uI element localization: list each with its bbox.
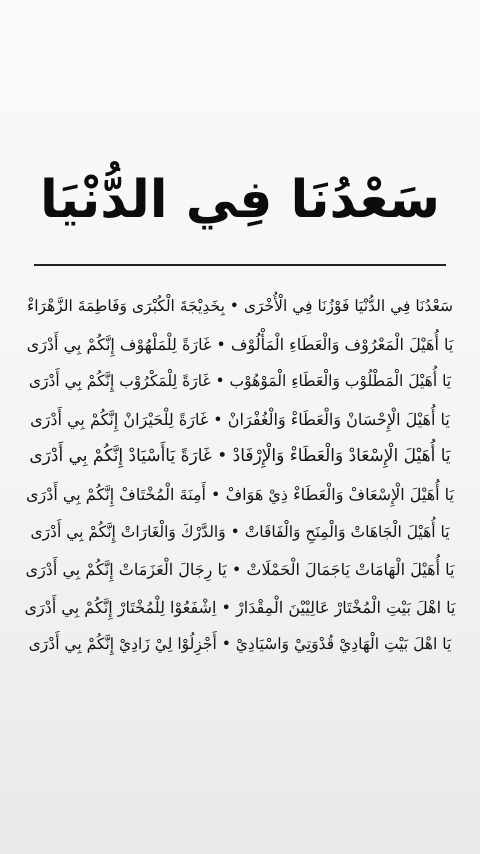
verse-line: يَا اهْلَ بَيْتِ الْمُخْتَارْ عَالِيْيْنَ الْمِقْدَارْ • اِشْفَعُوْا لِلْمُخْتَارْ إِنَّكُمْ بِي أَدْرَى [24, 597, 456, 617]
verse-list [24, 288, 456, 664]
verse-line: يَا أُهَيْلَ الْإِسْعَافْ وَالْعَطَاءْ ذِيْ هَوَافْ • أَمِنَةَ الْمُخْتَافْ إِنَّكُمْ بِي أَدْرَى [26, 484, 454, 504]
verse-line: سَعْدُنَا فِي الدُّنْيَا فَوْزُنَا فِي الْأُخْرَى • بِخَدِيْجَةَ الْكُبْرَى وَفَاطِمَةَ الزَّهْرَاءْ [26, 297, 454, 315]
title-divider [34, 264, 446, 266]
verse-line: يَا اهْلَ بَيْتِ الْهَادِيْ قُدْوَتِيْ وَاسْيَادِيْ • أَجْزِلُوْا لِيْ زَادِيْ إِنَّكُمْ بِي أَدْرَى [28, 635, 452, 654]
poem-title: سَعْدُنَا فِي الدُّنْيَا [39, 170, 441, 230]
verse-line: يَا أُهَيْلَ الْجَاهَاتْ وَالْمِنَحِ وَالْفَاقَاتْ • وَالدَّرْكَ وَالْغَارَاتْ إِنَّكُمْ بِي أَدْرَى [30, 522, 450, 541]
verse-line: يَا أُهَيْلَ الْمَطْلُوْب وَالْعَطَاءِ الْمَوْهُوْب • غَارَةً لِلْمَكْرُوْب إِنَّكُمْ بِي أَدْرَى [28, 372, 452, 391]
verse-line: يَا أُهَيْلَ الْإِحْسَانْ وَالْعَطَاءْ وَالْغُفْرَانْ • غَارَةً لِلْحَيْرَانْ إِنَّكُمْ بِي أَدْرَى [30, 409, 450, 429]
verse-line: يَا أُهَيْلَ الْمَعْرُوْف وَالْعَطَاءِ الْمَأْلُوْف • غَارَةً لِلْمَلْهُوْف إِنَّكُمْ بِي أَدْرَى [26, 334, 454, 354]
verse-line: يَا أُهَيْلَ الْهَامَاتْ يَاجَمَالَ الْحَمْلَاتْ • يَا رِجَالَ الْعَزَمَاتْ إِنَّكُمْ بِي أَدْرَى [25, 560, 455, 580]
verse-line: يَا أُهَيْلَ الْإِسْعَادْ وَالْعَطَاءْ وَالْإِرْفَادْ • غَارَةً يَاأَسْيَادْ إِنَّكُمْ بِي أَدْرَى [29, 446, 451, 467]
